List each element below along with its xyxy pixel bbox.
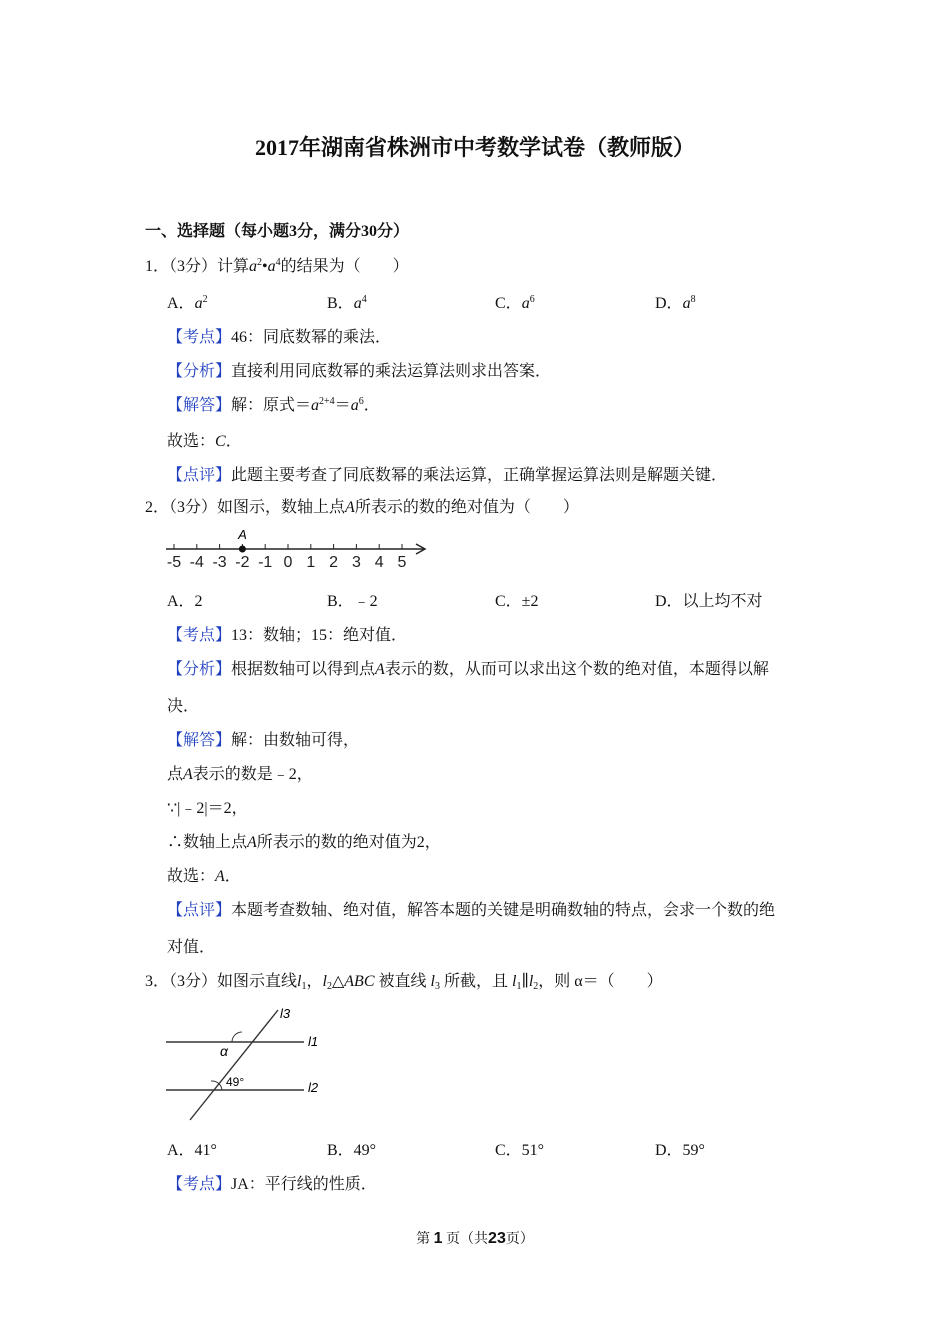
number-line-tick-label: 2 — [329, 554, 339, 571]
q1-number: 1． — [145, 258, 170, 275]
point-a-label: A — [238, 527, 247, 542]
q1-option-c: C．$a^6$ — [495, 294, 535, 312]
q2-answer: 故选：A． — [167, 868, 241, 885]
q1-option-a: A．$a^2$ — [167, 294, 208, 312]
q1-stem: 1．（3分）计算$a^2•a^4$的结果为（ ） — [145, 257, 409, 275]
q2-option-c: C．±2 — [495, 593, 539, 610]
q1-stem-suffix: 的结果为（ ） — [280, 258, 409, 275]
number-line-tick-label: -4 — [189, 554, 204, 571]
q3-option-d: D．59° — [655, 1142, 705, 1159]
parallel-lines-figure — [160, 1002, 330, 1127]
q1-score: （3分） — [169, 258, 218, 275]
q3-option-b: B．49° — [327, 1142, 377, 1159]
q2-kaodian: 【考点】13：数轴；15：绝对值． — [167, 627, 408, 644]
q3-option-a: A．41° — [167, 1142, 217, 1159]
q1-stem-prefix: 计算 — [217, 258, 250, 275]
number-line-tick-label: -5 — [166, 554, 182, 571]
q2-option-d: D．以上均不对 — [655, 593, 763, 610]
page-title: 2017年湖南省株洲市中考数学试卷（教师版） — [254, 135, 695, 160]
q3-option-c: C．51° — [495, 1142, 545, 1159]
page-number: 1 — [433, 1230, 443, 1247]
q2-dianping: 【点评】本题考查数轴、绝对值，解答本题的关键是明确数轴的特点，会求一个数的绝 — [167, 902, 776, 919]
q2-jieda-line3: ∵|﹣2|＝2， — [167, 800, 248, 817]
q2-dianping-line2: 对值． — [167, 939, 216, 956]
line-l3 — [190, 1010, 278, 1120]
l3-label: l3 — [280, 1006, 291, 1021]
q2-fenxi-line2: 决． — [167, 698, 200, 715]
q1-option-b: B．$a^4$ — [327, 294, 367, 312]
q2-option-b: B．﹣2 — [327, 593, 378, 610]
dianping-tag: 【点评】 — [167, 467, 232, 484]
number-line-tick-label: -1 — [258, 554, 273, 571]
q1-dianping: 【点评】此题主要考查了同底数幂的乘法运算，正确掌握运算法则是解题关键． — [167, 467, 728, 484]
number-line-tick-label: 4 — [374, 554, 384, 571]
number-line-ticks — [167, 544, 407, 571]
angle-49-label: 49° — [226, 1075, 245, 1089]
section-heading: 一、选择题（每小题3分，满分30分） — [145, 223, 410, 240]
q2-fenxi: 【分析】根据数轴可以得到点A表示的数，从而可以求出这个数的绝对值，本题得以解 — [167, 661, 769, 678]
q2-jieda-line2: 点A表示的数是﹣2， — [167, 766, 313, 783]
q1-jieda: 【解答】解：原式$=a^{2+4}=a^6$． — [167, 396, 380, 414]
number-line-tick-label: -3 — [212, 554, 227, 571]
kaodian-tag: 【考点】 — [167, 329, 232, 346]
fenxi-tag: 【分析】 — [167, 363, 232, 380]
q3-kaodian: 【考点】JA：平行线的性质． — [167, 1176, 377, 1193]
page-total: 23 — [488, 1230, 506, 1247]
page-footer: 第 1 页（共23页） — [416, 1230, 534, 1247]
point-a-marker — [239, 546, 246, 553]
q2-jieda-line4: ∴数轴上点A所表示的数的绝对值为2， — [167, 834, 441, 851]
jieda-tag: 【解答】 — [167, 397, 232, 414]
number-line-figure — [162, 527, 432, 573]
alpha-arc — [232, 1032, 242, 1042]
number-line-tick-label: 0 — [283, 554, 293, 571]
alpha-label: α — [220, 1043, 228, 1059]
q1-kaodian: 【考点】46：同底数幂的乘法． — [167, 329, 392, 346]
l1-label: l1 — [308, 1034, 319, 1049]
q2-jieda: 【解答】解：由数轴可得， — [167, 732, 360, 749]
l2-label: l2 — [308, 1080, 319, 1095]
q1-option-d: D．$a^8$ — [655, 294, 696, 312]
q2-stem: 2．（3分）如图示，数轴上点A所表示的数的绝对值为（ ） — [145, 499, 579, 516]
number-line-tick-label: 1 — [306, 554, 316, 571]
q1-answer: 故选：C． — [167, 433, 242, 450]
q1-fenxi: 【分析】直接利用同底数幂的乘法运算法则求出答案． — [167, 363, 552, 380]
number-line-tick-label: -2 — [235, 554, 250, 571]
q3-stem: 3．（3分）如图示直线$l_1$，$l_2\triangle ABC$ 被直线 $l_3$ 所截，且 $l_1\parallel l_2$，则 α＝（ ） — [145, 973, 663, 992]
number-line-tick-label: 5 — [397, 554, 407, 571]
number-line-tick-label: 3 — [351, 554, 361, 571]
q2-option-a: A．2 — [167, 593, 203, 610]
